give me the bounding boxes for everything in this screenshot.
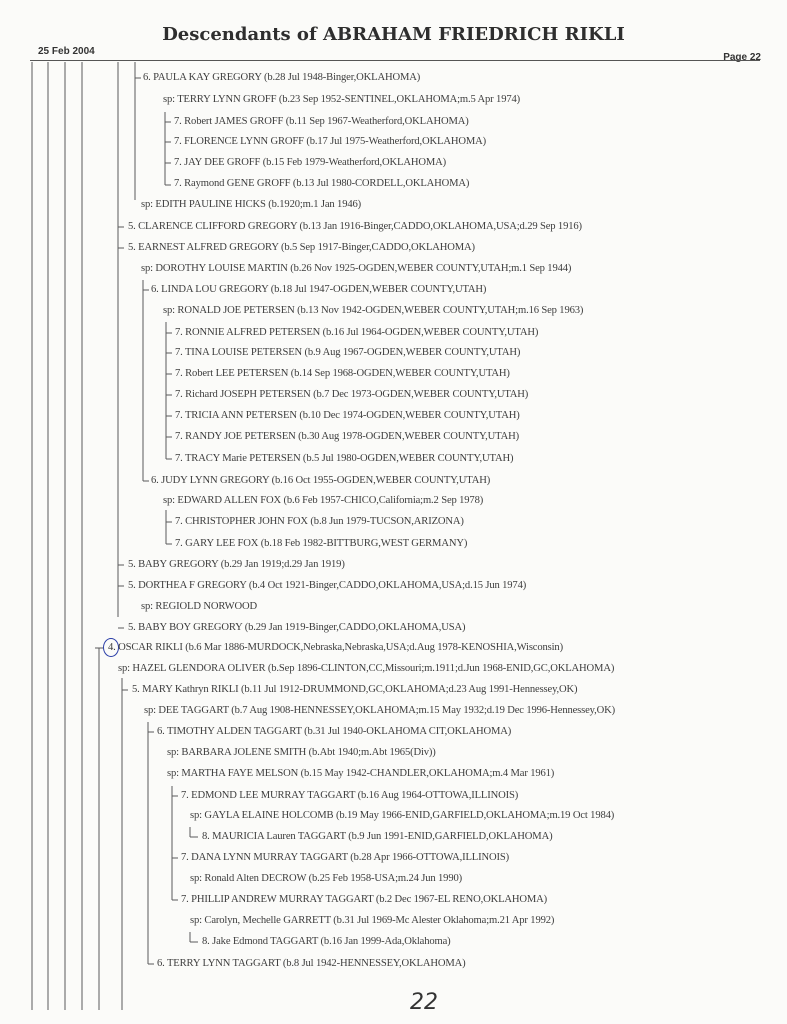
list-item: 6. LINDA LOU GREGORY (b.18 Jul 1947-OGDEN,WEBER COUNTY,UTAH) xyxy=(151,284,487,295)
list-item: 8. MAURICIA Lauren TAGGART (b.9 Jun 1991-ENID,GARFIELD,OKLAHOMA) xyxy=(202,831,553,842)
list-item: 7. RANDY JOE PETERSEN (b.30 Aug 1978-OGDEN,WEBER COUNTY,UTAH) xyxy=(175,431,519,442)
list-item: sp: DEE TAGGART (b.7 Aug 1908-HENNESSEY,OKLAHOMA;m.15 May 1932;d.19 Dec 1996-Hennessey,OK) xyxy=(144,705,616,716)
list-item: 6. TERRY LYNN TAGGART (b.8 Jul 1942-HENNESSEY,OKLAHOMA) xyxy=(157,958,466,969)
list-item: sp: BARBARA JOLENE SMITH (b.Abt 1940;m.Abt 1965(Div)) xyxy=(167,747,436,758)
list-item: sp: EDWARD ALLEN FOX (b.6 Feb 1957-CHICO,California;m.2 Sep 1978) xyxy=(163,495,484,506)
list-item: 7. TRICIA ANN PETERSEN (b.10 Dec 1974-OGDEN,WEBER COUNTY,UTAH) xyxy=(175,410,520,421)
list-item: sp: TERRY LYNN GROFF (b.23 Sep 1952-SENTINEL,OKLAHOMA;m.5 Apr 1974) xyxy=(163,94,521,105)
list-item: 7. CHRISTOPHER JOHN FOX (b.8 Jun 1979-TUCSON,ARIZONA) xyxy=(175,516,464,527)
list-item: sp: HAZEL GLENDORA OLIVER (b.Sep 1896-CLINTON,CC,Missouri;m.1911;d.Jun 1968-ENID,GC,OKLAHOMA) xyxy=(118,663,615,674)
list-item: 6. PAULA KAY GREGORY (b.28 Jul 1948-Binger,OKLAHOMA) xyxy=(143,72,421,83)
list-item: sp: REGIOLD NORWOOD xyxy=(141,601,258,612)
list-item: 5. CLARENCE CLIFFORD GREGORY (b.13 Jan 1916-Binger,CADDO,OKLAHOMA,USA;d.29 Sep 1916) xyxy=(128,221,582,232)
list-item: 6. JUDY LYNN GREGORY (b.16 Oct 1955-OGDEN,WEBER COUNTY,UTAH) xyxy=(151,475,491,486)
list-item: 5. MARY Kathryn RIKLI (b.11 Jul 1912-DRUMMOND,GC,OKLAHOMA;d.23 Aug 1991-Hennessey,OK) xyxy=(132,684,578,695)
list-item: sp: Carolyn, Mechelle GARRETT (b.31 Jul 1969-Mc Alester Oklahoma;m.21 Apr 1992) xyxy=(190,915,555,926)
report-date: 25 Feb 2004 xyxy=(38,46,95,57)
list-item: 7. GARY LEE FOX (b.18 Feb 1982-BITTBURG,WEST GERMANY) xyxy=(175,538,468,549)
list-item: 7. Raymond GENE GROFF (b.13 Jul 1980-CORDELL,OKLAHOMA) xyxy=(174,178,470,189)
list-item: 7. FLORENCE LYNN GROFF (b.17 Jul 1975-Weatherford,OKLAHOMA) xyxy=(174,136,487,147)
list-item: sp: DOROTHY LOUISE MARTIN (b.26 Nov 1925-OGDEN,WEBER COUNTY,UTAH;m.1 Sep 1944) xyxy=(141,263,572,274)
list-item: 7. JAY DEE GROFF (b.15 Feb 1979-Weatherford,OKLAHOMA) xyxy=(174,157,447,168)
list-item: 4. OSCAR RIKLI (b.6 Mar 1886-MURDOCK,Nebraska,Nebraska,USA;d.Aug 1978-KENOSHIA,Wisconsin) xyxy=(108,642,563,653)
list-item: 5. EARNEST ALFRED GREGORY (b.5 Sep 1917-Binger,CADDO,OKLAHOMA) xyxy=(128,242,475,253)
list-item: 5. BABY GREGORY (b.29 Jan 1919;d.29 Jan 1919) xyxy=(128,559,345,570)
list-item: sp: RONALD JOE PETERSEN (b.13 Nov 1942-OGDEN,WEBER COUNTY,UTAH;m.16 Sep 1963) xyxy=(163,305,584,316)
list-item: 7. TINA LOUISE PETERSEN (b.9 Aug 1967-OGDEN,WEBER COUNTY,UTAH) xyxy=(175,347,521,358)
list-item: 7. EDMOND LEE MURRAY TAGGART (b.16 Aug 1964-OTTOWA,ILLINOIS) xyxy=(181,790,519,801)
list-item: sp: MARTHA FAYE MELSON (b.15 May 1942-CHANDLER,OKLAHOMA;m.4 Mar 1961) xyxy=(167,768,555,779)
list-item: sp: GAYLA ELAINE HOLCOMB (b.19 May 1966-ENID,GARFIELD,OKLAHOMA;m.19 Oct 1984) xyxy=(190,810,615,821)
list-item: 6. TIMOTHY ALDEN TAGGART (b.31 Jul 1940-OKLAHOMA CIT,OKLAHOMA) xyxy=(157,726,512,737)
list-item: 7. TRACY Marie PETERSEN (b.5 Jul 1980-OGDEN,WEBER COUNTY,UTAH) xyxy=(175,453,514,464)
list-item: 7. Richard JOSEPH PETERSEN (b.7 Dec 1973-OGDEN,WEBER COUNTY,UTAH) xyxy=(175,389,529,400)
list-item: 8. Jake Edmond TAGGART (b.16 Jan 1999-Ada,Oklahoma) xyxy=(202,936,451,947)
list-item: 7. DANA LYNN MURRAY TAGGART (b.28 Apr 1966-OTTOWA,ILLINOIS) xyxy=(181,852,509,863)
list-item: 7. Robert JAMES GROFF (b.11 Sep 1967-Weatherford,OKLAHOMA) xyxy=(174,116,469,127)
handwritten-page-number: 22 xyxy=(410,990,438,1015)
page-title: Descendants of ABRAHAM FRIEDRICH RIKLI xyxy=(162,24,625,45)
list-item: 5. BABY BOY GREGORY (b.29 Jan 1919-Binger,CADDO,OKLAHOMA,USA) xyxy=(128,622,466,633)
list-item: 5. DORTHEA F GREGORY (b.4 Oct 1921-Binger,CADDO,OKLAHOMA,USA;d.15 Jun 1974) xyxy=(128,580,527,591)
list-item: 7. PHILLIP ANDREW MURRAY TAGGART (b.2 Dec 1967-EL RENO,OKLAHOMA) xyxy=(181,894,548,905)
list-item: sp: EDITH PAULINE HICKS (b.1920;m.1 Jan 1946) xyxy=(141,199,362,210)
list-item: 7. RONNIE ALFRED PETERSEN (b.16 Jul 1964-OGDEN,WEBER COUNTY,UTAH) xyxy=(175,327,539,338)
list-item: 7. Robert LEE PETERSEN (b.14 Sep 1968-OGDEN,WEBER COUNTY,UTAH) xyxy=(175,368,510,379)
page-number: Page 22 xyxy=(723,52,761,63)
list-item: sp: Ronald Alten DECROW (b.25 Feb 1958-USA;m.24 Jun 1990) xyxy=(190,873,462,884)
